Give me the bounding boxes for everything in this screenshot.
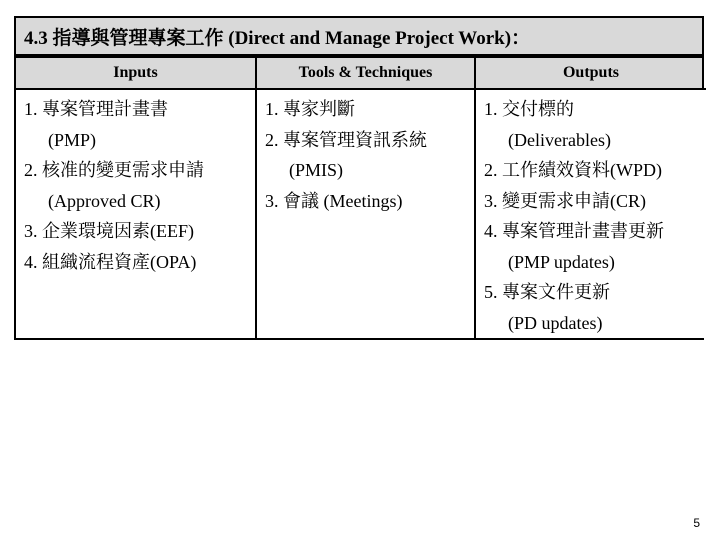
list-item: 2. 專案管理資訊系統	[265, 129, 427, 150]
outputs-column	[474, 58, 706, 338]
list-item: (PMP)	[48, 129, 97, 150]
list-item: 2. 工作績效資料(WPD)	[484, 160, 662, 180]
list-item: 4. 組織流程資產(OPA)	[24, 251, 197, 272]
list-item: 2. 核准的變更需求申請	[24, 160, 204, 180]
list-item: 4. 專案管理計畫書更新	[484, 221, 664, 241]
tools-techniques-column	[255, 58, 474, 338]
list-item: 3. 企業環境因素(EEF)	[24, 221, 194, 241]
outputs-list	[476, 90, 706, 338]
list-item: (PD updates)	[508, 312, 603, 333]
list-item: (Deliverables)	[508, 129, 611, 150]
page-number: 5	[693, 516, 700, 530]
list-item: 1. 交付標的	[484, 99, 574, 119]
list-item: (Approved CR)	[48, 190, 161, 211]
tools-techniques-list	[257, 90, 474, 338]
list-item: (PMP updates)	[508, 251, 615, 272]
list-item: 3. 會議 (Meetings)	[265, 190, 403, 211]
list-item: 5. 專案文件更新	[484, 282, 610, 302]
inputs-column	[16, 58, 255, 338]
column-header-inputs: Inputs	[16, 58, 255, 90]
list-item: 3. 變更需求申請(CR)	[484, 190, 646, 211]
inputs-list	[16, 90, 255, 338]
list-item: 1. 專家判斷	[265, 99, 355, 119]
slide-title: 4.3 指導與管理專案工作 (Direct and Manage Project Work)：	[14, 16, 704, 56]
list-item: (PMIS)	[289, 160, 344, 180]
column-header-outputs: Outputs	[476, 58, 706, 90]
column-header-tools-techniques: Tools & Techniques	[257, 58, 474, 90]
list-item: 1. 專案管理計畫書	[24, 99, 168, 119]
process-table	[14, 56, 704, 340]
